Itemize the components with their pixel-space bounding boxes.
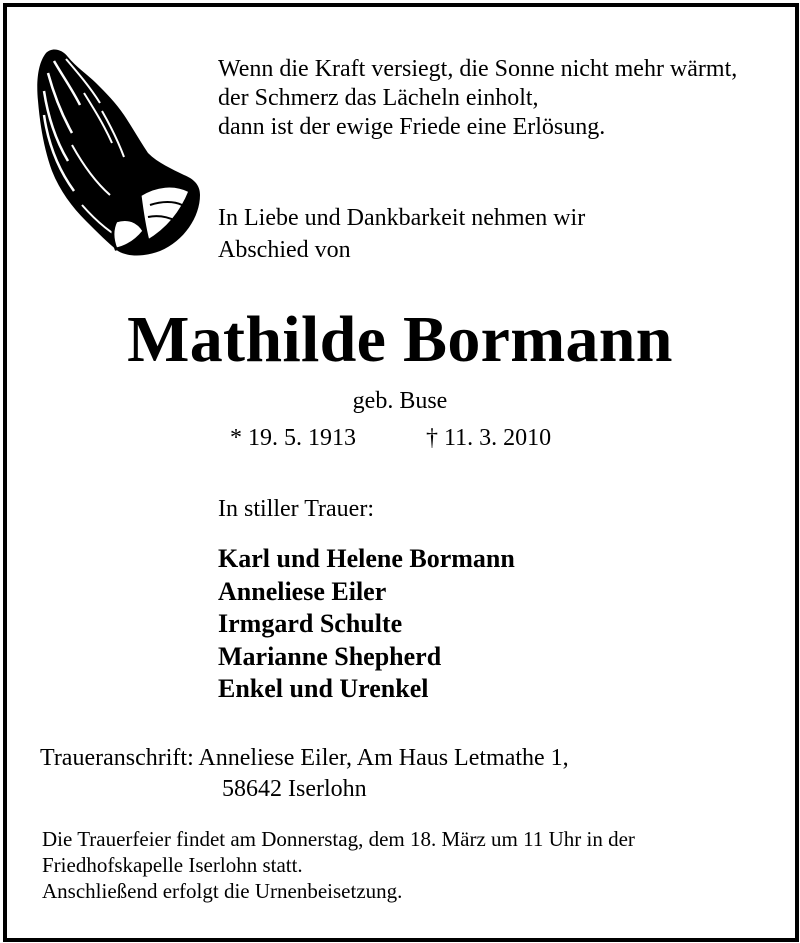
mourner: Irmgard Schulte	[218, 609, 403, 638]
birth-date: * 19. 5. 1913	[230, 425, 356, 451]
service-line: Die Trauerfeier findet am Donnerstag, dem 18. März um 11 Uhr in der	[42, 827, 635, 851]
mourner: Karl und Helene Bormann	[218, 544, 515, 573]
intro-line: Abschied von	[218, 237, 351, 263]
mourning-label: In stiller Trauer:	[218, 496, 374, 522]
mourning-address-line2: 58642 Iserlohn	[222, 776, 367, 802]
service-line: Friedhofskapelle Iserlohn statt.	[42, 853, 303, 877]
service-line: Anschließend erfolgt die Urnenbeisetzung.	[42, 879, 403, 903]
poem-line: dann ist der ewige Friede eine Erlösung.	[218, 114, 606, 140]
mourner: Marianne Shepherd	[218, 641, 442, 671]
deceased-name: Mathilde Bormann	[127, 303, 673, 376]
poem-line: der Schmerz das Lächeln einholt,	[218, 85, 539, 111]
farewell-intro	[218, 202, 585, 266]
praying-hands-icon	[32, 45, 204, 260]
mourners-list	[218, 543, 515, 706]
death-date: † 11. 3. 2010	[426, 425, 552, 451]
maiden-name: geb. Buse	[352, 388, 448, 414]
service-info	[42, 826, 635, 904]
poem	[218, 55, 737, 142]
intro-line: In Liebe und Dankbarkeit nehmen wir	[218, 205, 586, 231]
poem-line: Wenn die Kraft versiegt, die Sonne nicht mehr wärmt,	[218, 56, 738, 82]
mourning-address-line1: Traueranschrift: Anneliese Eiler, Am Haus Letmathe 1,	[40, 745, 569, 771]
mourner: Anneliese Eiler	[218, 576, 387, 606]
mourner: Enkel und Urenkel	[218, 674, 429, 703]
